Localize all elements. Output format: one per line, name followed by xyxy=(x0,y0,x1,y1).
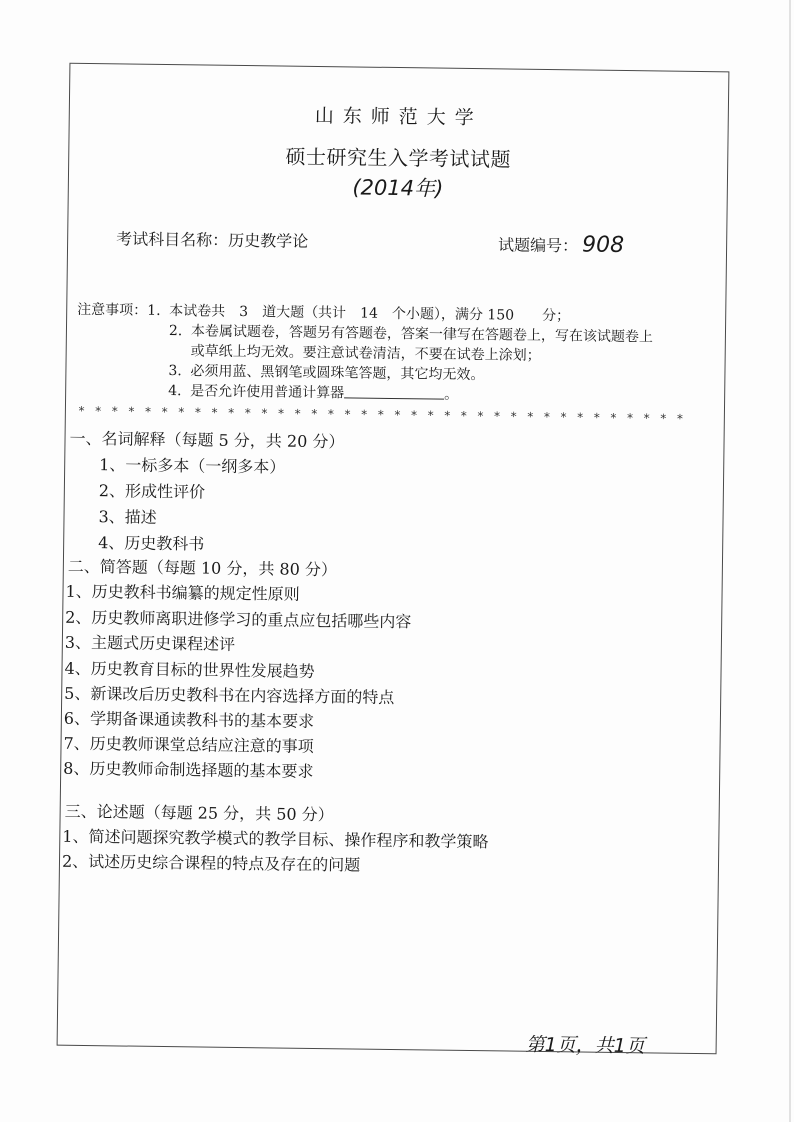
question: 7、历史教师课堂总结应注意的事项 xyxy=(63,733,314,756)
question: 5、新课改后历史教科书在内容选择方面的特点 xyxy=(64,683,395,708)
note-item-4: 4. 是否允许使用普通计算器 。 xyxy=(168,383,459,403)
calculator-blank xyxy=(344,383,444,399)
note-item-2-cont: 或草纸上均无效。要注意试卷清洁，不要在试卷上涂划； xyxy=(190,343,541,364)
exam-paper-frame xyxy=(57,63,730,1058)
question: 8、历史教师命制选择题的基本要求 xyxy=(63,758,314,781)
question: 1、简述问题探究教学模式的教学目标、操作程序和教学策略 xyxy=(62,826,489,852)
subject-name: 历史教学论 xyxy=(228,230,309,251)
question: 2、历史教师离职进修学习的重点应包括哪些内容 xyxy=(65,607,412,632)
exam-title: 硕士研究生入学考试试题 xyxy=(285,144,512,172)
section-3-heading: 三、论述题（每题 25 分，共 50 分） xyxy=(64,801,334,825)
page-number: 第1页，共1页 xyxy=(525,1033,645,1058)
note-item-1: 注意事项： 1. 本试卷共 3 道大题（共计 14 个小题），满分 150 分； xyxy=(77,301,571,325)
notes-label: 注意事项： xyxy=(77,301,148,319)
question: 2、试述历史综合课程的特点及存在的问题 xyxy=(61,851,361,875)
exam-year: (2014年) xyxy=(352,175,444,201)
code-label: 试题编号： xyxy=(497,235,579,256)
section-1-heading: 一、名词解释（每题 5 分，共 20 分） xyxy=(69,428,345,452)
question: 4、历史教育目标的世界性发展趋势 xyxy=(64,658,315,681)
separator-line: ************************************* xyxy=(77,403,694,426)
university-name: 山东师范大学 xyxy=(314,104,483,130)
note-item-3: 3. 必须用蓝、黑钢笔或圆珠笔答题，其它均无效。 xyxy=(168,363,485,384)
question: 1、一标多本（一纲多本） xyxy=(99,455,286,477)
question: 4、历史教科书 xyxy=(98,533,205,554)
question: 6、学期备课通读教科书的基本要求 xyxy=(63,708,315,731)
question: 3、描述 xyxy=(98,507,157,527)
subject-line xyxy=(116,226,308,252)
question: 3、主题式历史课程述评 xyxy=(64,632,236,654)
code-line xyxy=(498,231,624,258)
notes-block xyxy=(76,300,653,408)
note-item-2: 2. 本卷属试题卷，答题另有答题卷，答案一律写在答题卷上，写在该试题卷上 xyxy=(168,323,654,346)
question: 2、形成性评价 xyxy=(98,481,206,502)
exam-code: 908 xyxy=(581,232,625,258)
scan-edge xyxy=(789,0,791,1122)
subject-label: 考试科目名称： xyxy=(116,229,229,250)
section-2-heading: 二、简答题（每题 10 分，共 80 分） xyxy=(67,556,338,580)
question: 1、历史教科书编纂的规定性原则 xyxy=(65,581,300,604)
